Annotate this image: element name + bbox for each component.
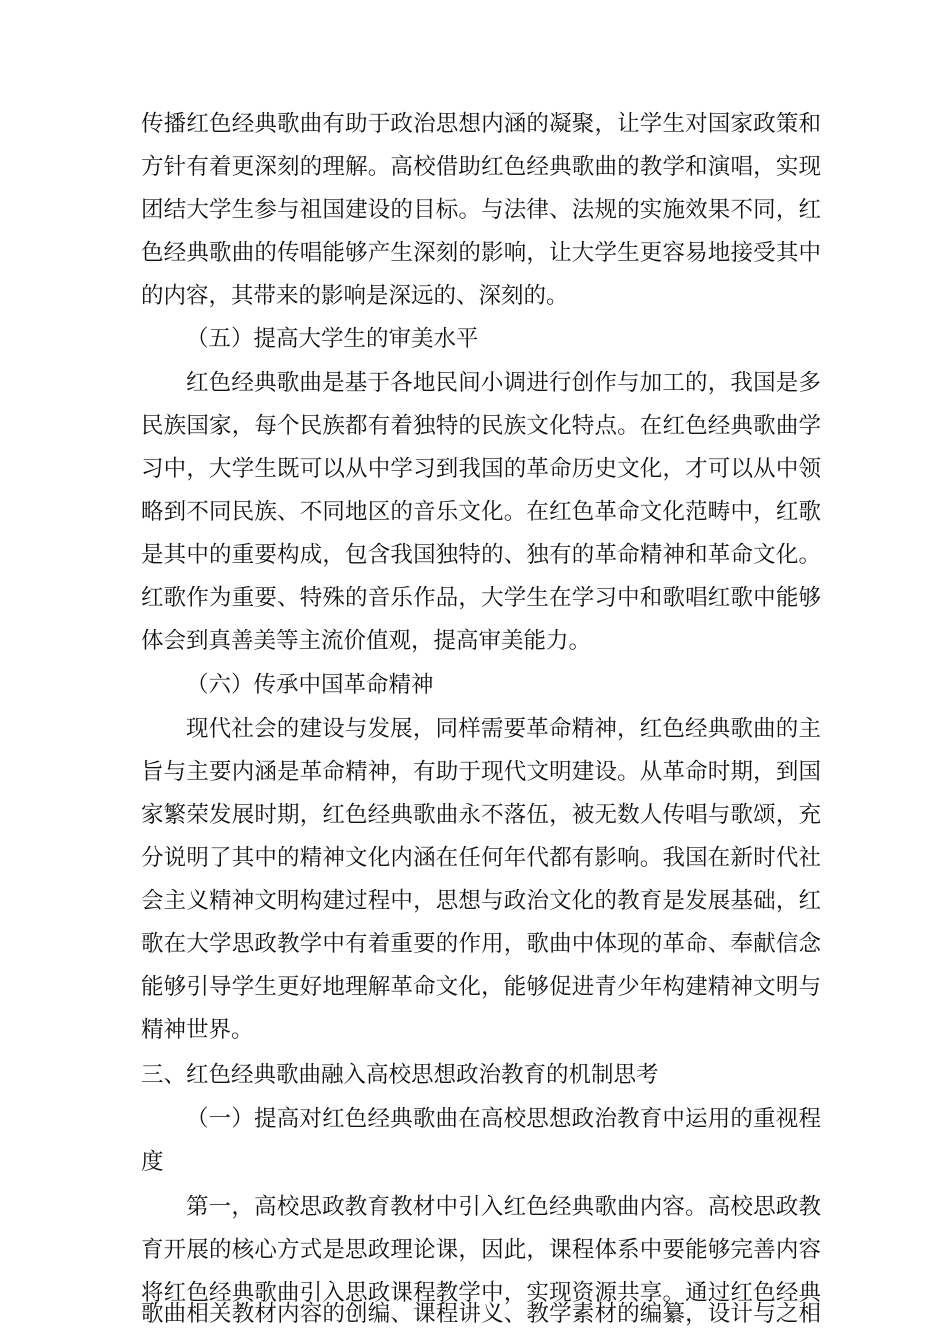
section-heading-6: （六）传承中国革命精神 [186, 672, 434, 698]
paragraph-line: 歌在大学思政教学中有着重要的作用，歌曲中体现的革命、奉献信念 [141, 931, 821, 957]
paragraph-line: 会主义精神文明构建过程中，思想与政治文化的教育是发展基础，红 [141, 888, 821, 914]
paragraph-line: 传播红色经典歌曲有助于政治思想内涵的凝聚，让学生对国家政策和 [141, 111, 821, 137]
paragraph-line: 能够引导学生更好地理解革命文化，能够促进青少年构建精神文明与 [141, 974, 821, 1000]
subsection-heading-1: （一）提高对红色经典歌曲在高校思想政治教育中运用的重视程 [186, 1106, 821, 1132]
paragraph-line: 习中，大学生既可以从中学习到我国的革命历史文化，才可以从中领 [141, 456, 821, 482]
paragraph-line: 育开展的核心方式是思政理论课，因此，课程体系中要能够完善内容 [141, 1237, 821, 1263]
section-heading-5: （五）提高大学生的审美水平 [186, 326, 479, 352]
paragraph-line: 是其中的重要构成，包含我国独特的、独有的革命精神和革命文化。 [141, 542, 821, 568]
paragraph-line: 略到不同民族、不同地区的音乐文化。在红色革命文化范畴中，红歌 [141, 499, 821, 525]
paragraph-line: 将红色经典歌曲引入思政课程教学中，实现资源共享。通过红色经典 [141, 1280, 821, 1306]
paragraph-first-line: 现代社会的建设与发展，同样需要革命精神，红色经典歌曲的主 [186, 716, 821, 742]
paragraph-line: 团结大学生参与祖国建设的目标。与法律、法规的实施效果不同，红 [141, 197, 821, 223]
paragraph-line: 体会到真善美等主流价值观，提高审美能力。 [141, 628, 592, 654]
paragraph-line: 红歌作为重要、特殊的音乐作品，大学生在学习中和歌唱红歌中能够 [141, 585, 821, 611]
paragraph-line: 色经典歌曲的传唱能够产生深刻的影响，让大学生更容易地接受其中 [141, 240, 821, 266]
paragraph-first-line: 第一，高校思政教育教材中引入红色经典歌曲内容。高校思政教 [186, 1194, 821, 1220]
paragraph-line: 的内容，其带来的影响是深远的、深刻的。 [141, 283, 569, 309]
paragraph-line: 分说明了其中的精神文化内涵在任何年代都有影响。我国在新时代社 [141, 845, 821, 871]
paragraph-line: 家繁荣发展时期，红色经典歌曲永不落伍，被无数人传唱与歌颂，充 [141, 802, 821, 828]
chapter-heading-3: 三、红色经典歌曲融入高校思想政治教育的机制思考 [141, 1062, 659, 1088]
paragraph-line: 歌曲相关教材内容的创编、课程讲义、教学素材的编纂，设计与之相 [141, 1301, 821, 1327]
paragraph-line: 旨与主要内涵是革命精神，有助于现代文明建设。从革命时期，到国 [141, 759, 821, 785]
paragraph-first-line: 红色经典歌曲是基于各地民间小调进行创作与加工的，我国是多 [186, 370, 821, 396]
paragraph-line: 民族国家，每个民族都有着独特的民族文化特点。在红色经典歌曲学 [141, 413, 821, 439]
paragraph-line: 方针有着更深刻的理解。高校借助红色经典歌曲的教学和演唱，实现 [141, 154, 821, 180]
subsection-heading-1-cont: 度 [141, 1149, 164, 1175]
paragraph-line: 精神世界。 [141, 1017, 254, 1043]
